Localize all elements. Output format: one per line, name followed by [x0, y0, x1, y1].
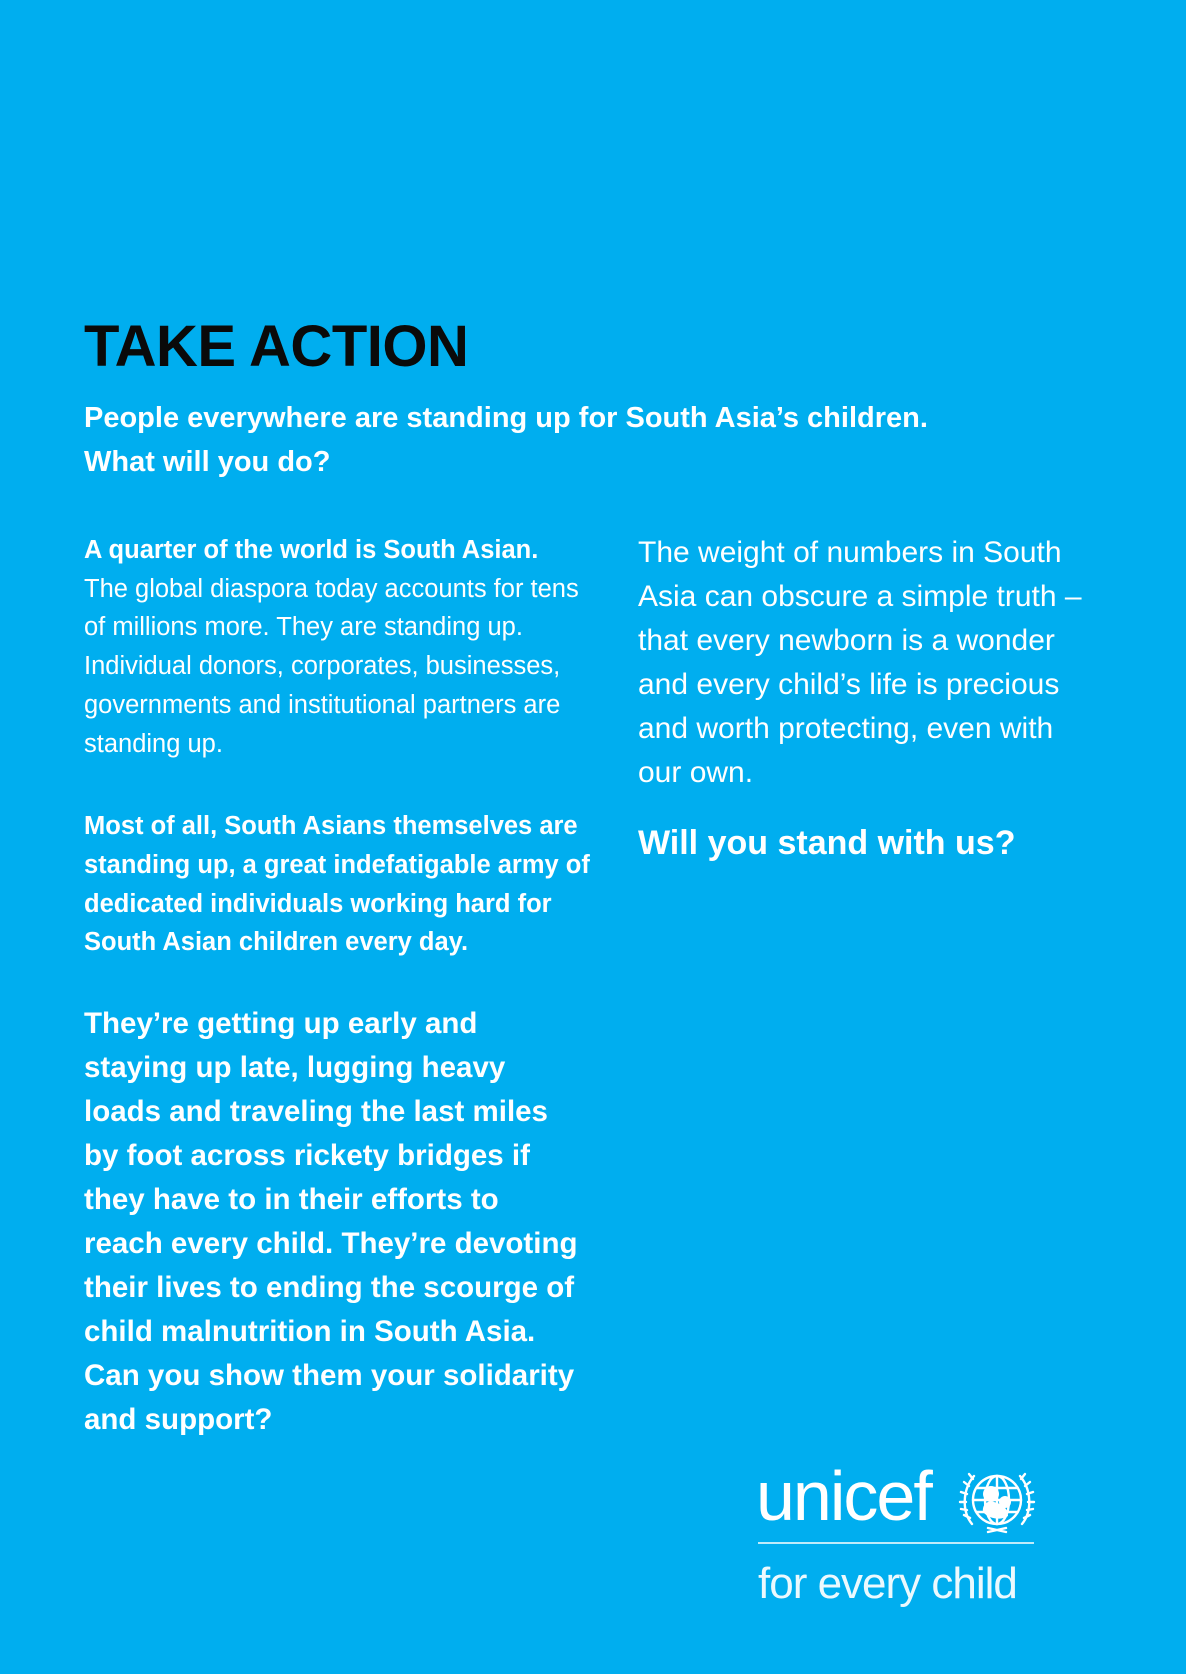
left-column: [84, 531, 590, 1442]
paragraph-solidarity: They’re getting up early and staying up late, lugging heavy loads and traveling the last miles by foot across rickety bridges if they have to in their efforts to reach every child. They’re devoting their lives to ending the scourge of child malnutrition in South Asia. Can you show them your solidarity and support?: [84, 1007, 578, 1437]
logo-tagline: for every child: [758, 1559, 1017, 1608]
call-to-action: Will you stand with us?: [638, 824, 1016, 862]
paragraph-south-asians: Most of all, South Asians themselves are standing up, a great indefatigable army of dedicated individuals working hard for South Asian children every day.: [84, 812, 590, 957]
paragraph-diaspora: [84, 531, 584, 763]
unicef-logo: [756, 1456, 1036, 1616]
paragraph-lead-in: A quarter of the world is South Asian.: [84, 536, 539, 564]
logo-wordmark: unicef: [756, 1457, 931, 1535]
unicef-emblem-icon: [958, 1464, 1036, 1536]
paragraph-simple-truth: The weight of numbers in South Asia can obscure a simple truth – that every newborn is a wonder and every child’s life is precious and worth protecting, even with our own.: [638, 536, 1082, 789]
subtitle-line-1: People everywhere are standing up for South Asia’s children.: [84, 402, 928, 434]
logo-divider: [758, 1542, 1034, 1544]
subtitle-line-2: What will you do?: [84, 446, 331, 478]
paragraph-body: The global diaspora today accounts for tens of millions more. They are standing up. Individual donors, corporates, businesses, governments and institutional partners are standing up.: [84, 574, 579, 758]
right-column: [638, 531, 1098, 865]
page-title: TAKE ACTION: [84, 314, 469, 379]
page-subtitle: [84, 396, 1084, 484]
